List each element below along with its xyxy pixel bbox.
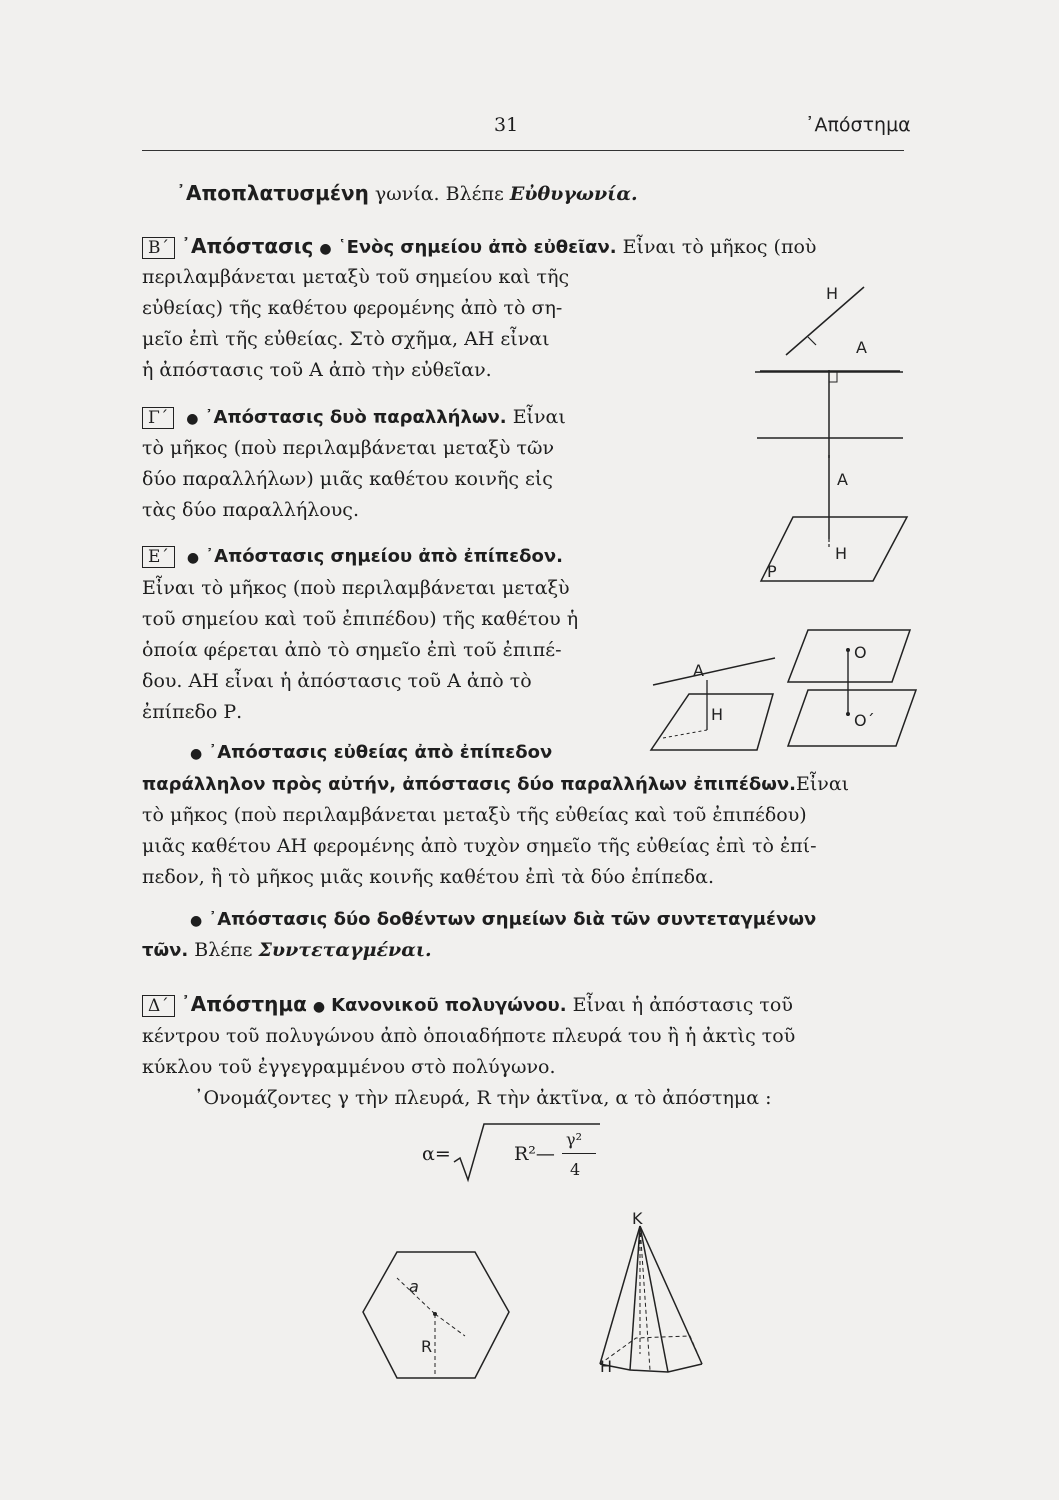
entry-two-points-heading <box>190 907 816 933</box>
entry-subheading: τῶν. <box>142 940 189 961</box>
entry-line-plane-heading-2 <box>142 772 849 797</box>
formula-numerator: γ² <box>566 1130 582 1149</box>
entry-d-heading <box>142 992 793 1019</box>
entry-line: Εἶναι τὸ μῆκος (ποὺ περιλαμβάνεται μεταξὺ <box>142 577 570 599</box>
formula-denominator: 4 <box>570 1160 581 1179</box>
entry-line: Εἶναι ἡ ἀπόστασις τοῦ <box>572 994 793 1016</box>
entry-apoplatysmeni <box>176 181 638 206</box>
entry-line: τὰς δύο παραλλήλους. <box>142 499 359 521</box>
entry-line: τὸ μῆκος (ποὺ περιλαμβάνεται μεταξὺ τῆς εὐθείας καὶ τοῦ ἐπιπέδου) <box>142 804 807 826</box>
entry-subheading: ᾿Απόστασις εὐθείας ἀπὸ ἐπίπεδον <box>208 742 553 763</box>
entry-subheading: παράλληλον πρὸς αὐτήν, ἀπόστασις δύο παραλλήλων ἐπιπέδων. <box>142 774 796 795</box>
term-apoplatysmeni: ᾿Αποπλατυσμένη <box>176 181 369 205</box>
label-O: Ο <box>854 643 867 662</box>
label-O-prime: Ο´ <box>854 711 875 730</box>
term-apostima: ᾿Απόστημα <box>180 992 307 1016</box>
entry-line: Εἶναι <box>512 406 566 428</box>
entry-two-points-line <box>142 938 432 963</box>
entry-line: τὸ μῆκος (ποὺ περιλαμβάνεται μεταξὺ τῶν <box>142 437 554 459</box>
entry-badge: Δ´ <box>142 995 175 1017</box>
formula-r-squared: R²— <box>514 1143 555 1165</box>
entry-subheading: ῾Ενὸς σημείου ἀπὸ εὐθεῖαν. <box>337 237 617 258</box>
entry-line: ἐπίπεδο Ρ. <box>142 701 243 723</box>
figure-two-planes <box>782 628 917 750</box>
entry-text: γωνία. Βλέπε <box>368 183 510 205</box>
entry-line: δου. ΑΗ εἶναι ἡ ἀπόστασις τοῦ Α ἀπὸ τὸ <box>142 670 532 692</box>
entry-line: εὐθείας) τῆς καθέτου φερομένης ἀπὸ τὸ ση- <box>142 297 563 319</box>
entry-line: ἡ ἀπόστασις τοῦ Α ἀπὸ τὴν εὐθεῖαν. <box>142 359 492 381</box>
entry-badge: Β´ <box>142 237 175 259</box>
entry-line: μεῖο ἐπὶ τῆς εὐθείας. Στὸ σχῆμα, ΑΗ εἶναι <box>142 328 550 350</box>
bullet-icon: ● <box>186 411 199 427</box>
label-H: Η <box>711 705 724 724</box>
bullet-icon: ● <box>190 746 203 762</box>
entry-line: δύο παραλλήλων) μιᾶς καθέτου κοινῆς εἰς <box>142 468 553 490</box>
cross-ref: Συντεταγμέναι. <box>258 939 432 961</box>
figure-point-to-line <box>760 275 910 385</box>
entry-b-heading <box>142 234 816 261</box>
figure-point-to-plane <box>755 455 915 595</box>
entry-subheading: ᾿Απόστασις δυὸ παραλλήλων. <box>204 407 507 428</box>
label-A: Α <box>856 338 867 357</box>
label-R: R <box>421 1337 433 1356</box>
entry-badge: Ε´ <box>142 546 175 568</box>
fraction-bar <box>562 1153 596 1154</box>
figure-hexagon-apothem <box>355 1248 515 1383</box>
entry-line: κύκλου τοῦ ἐγγεγραμμένου στὸ πολύγωνο. <box>142 1056 556 1078</box>
entry-line: περιλαμβάνεται μεταξὺ τοῦ σημείου καὶ τῆς <box>142 266 570 288</box>
label-H: Η <box>835 544 848 563</box>
label-a: a <box>409 1277 419 1296</box>
entry-badge: Γ´ <box>142 407 174 429</box>
entry-line-plane-heading <box>190 740 552 766</box>
entry-line: ᾿Ονομάζοντες γ τὴν πλευρά, R τὴν ἀκτῖνα, α τὸ ἀπόστημα : <box>194 1087 772 1109</box>
entry-line: τοῦ σημείου καὶ τοῦ ἐπιπέδου) τῆς καθέτου ἡ <box>142 608 579 630</box>
entry-line: ὁποία φέρεται ἀπὸ τὸ σημεῖο ἐπὶ τοῦ ἐπιπέ- <box>142 639 562 661</box>
label-A: Α <box>693 661 704 680</box>
figure-two-parallels <box>755 370 905 460</box>
label-P: Ρ <box>767 562 777 581</box>
entry-line: κέντρου τοῦ πολυγώνου ἀπὸ ὁποιαδήποτε πλευρά του ἢ ἡ ἀκτὶς τοῦ <box>142 1025 796 1047</box>
label-A: Α <box>837 470 848 489</box>
bullet-icon: ● <box>319 241 332 257</box>
figure-line-to-plane <box>645 650 775 760</box>
entry-subheading: ᾿Απόστασις δύο δοθέντων σημείων διὰ τῶν συντεταγμένων <box>208 909 817 930</box>
entry-g-heading <box>142 405 566 431</box>
label-H: Η <box>826 284 839 303</box>
bullet-icon: ● <box>186 550 200 566</box>
entry-text: Βλέπε <box>188 939 259 961</box>
page-number: 31 <box>494 114 519 136</box>
entry-line: Εἶναι <box>795 773 850 795</box>
bullet-icon: ● <box>312 999 326 1015</box>
entry-line: μιᾶς καθέτου ΑΗ φερομένης ἀπὸ τυχὸν σημεῖο τῆς εὐθείας ἐπὶ τὸ ἐπί- <box>142 835 817 857</box>
entry-e-heading <box>142 544 563 570</box>
running-title: ᾿Απόστημα <box>805 114 911 136</box>
label-K: Κ <box>632 1209 643 1228</box>
formula-lhs: α= <box>422 1143 451 1165</box>
entry-subheading: ᾿Απόστασις σημείου ἀπὸ ἐπίπεδον. <box>205 546 564 567</box>
entry-subheading: Κανονικοῦ πολυγώνου. <box>331 995 567 1016</box>
term-apostasis: ᾿Απόστασις <box>181 234 314 258</box>
header-rule <box>142 150 904 151</box>
entry-line: πεδον, ἢ τὸ μῆκος μιᾶς κοινῆς καθέτου ἐπὶ τὰ δύο ἐπίπεδα. <box>142 866 714 888</box>
entry-line: Εἶναι τὸ μῆκος (ποὺ <box>622 236 817 258</box>
cross-ref: Εὐθυγωνία. <box>509 183 638 205</box>
label-H: Η <box>600 1357 613 1376</box>
figure-pyramid <box>590 1209 715 1382</box>
bullet-icon: ● <box>190 913 203 929</box>
